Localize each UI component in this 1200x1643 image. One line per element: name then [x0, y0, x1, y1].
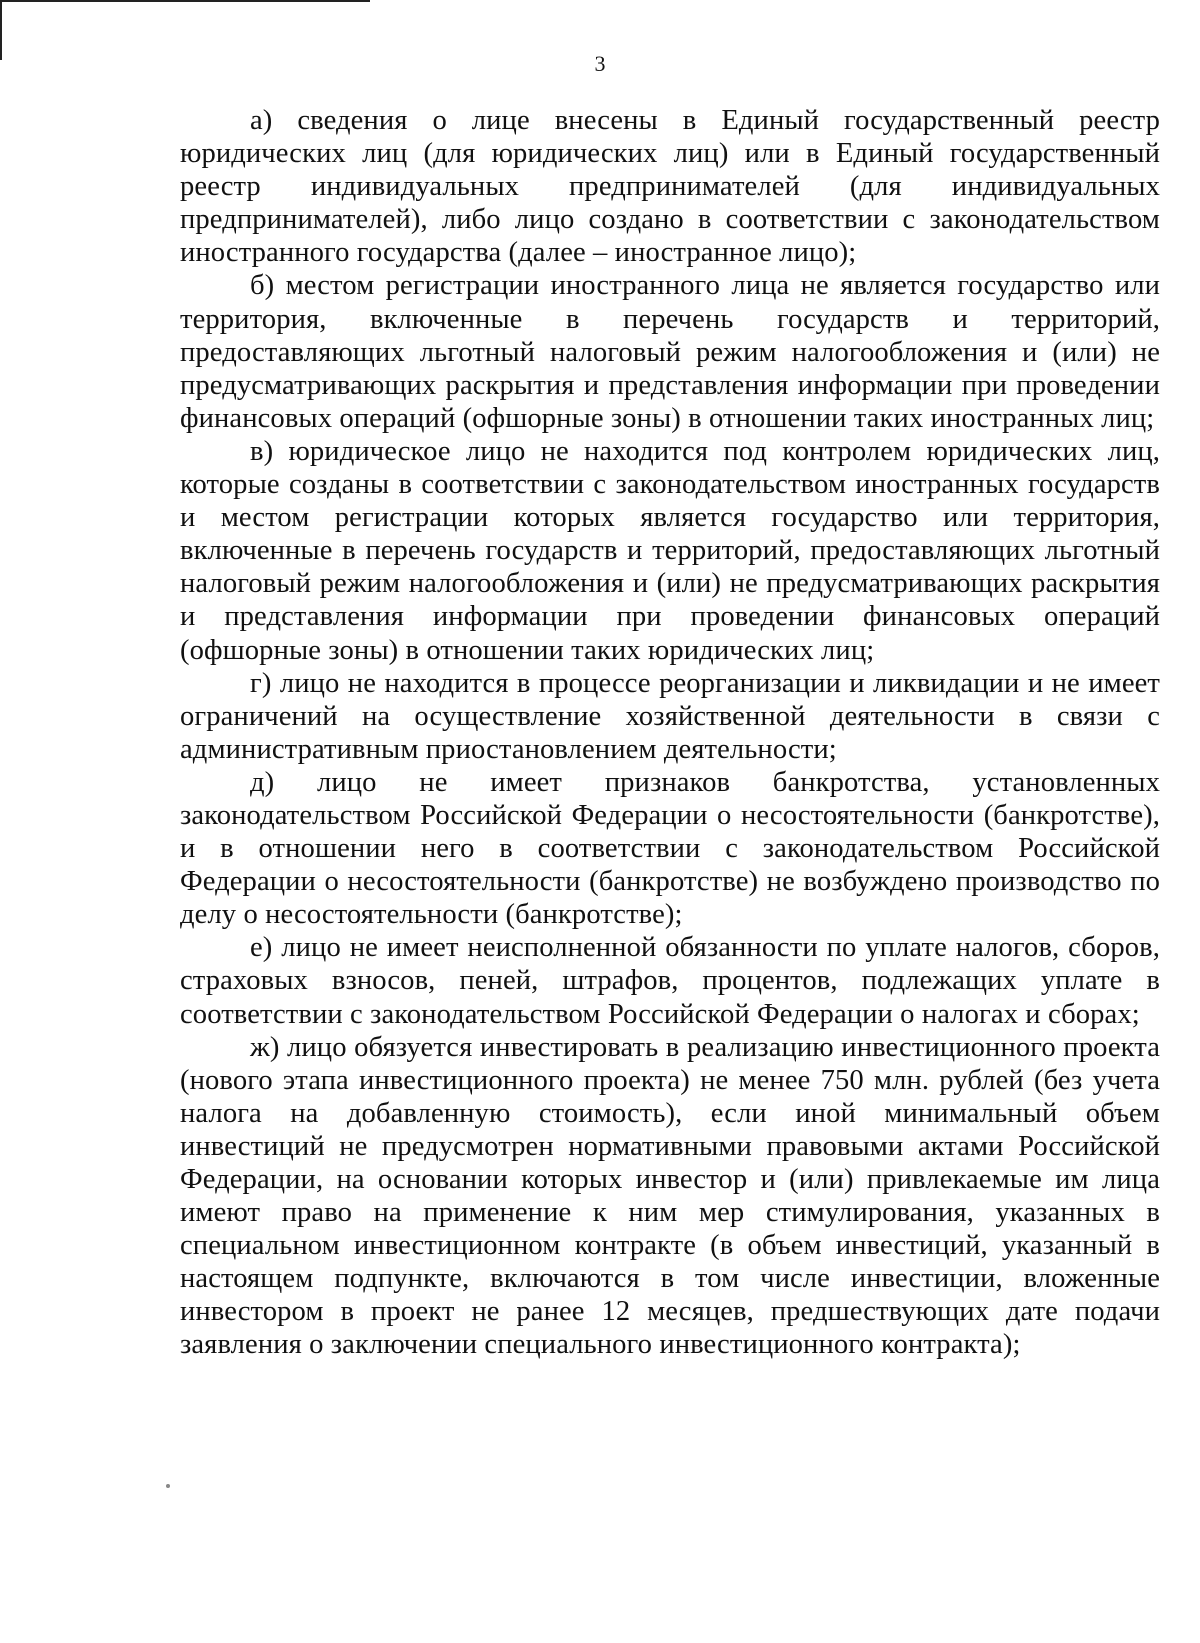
paragraph-b: б) местом регистрации иностранного лица не является государство или территория, включенные в перечень государств и территорий, предоставляющих льготный налоговый режим налогообложения и (или) не предусматривающих раскрытия и представления информации при проведении финансовых операций (офшорные зоны) в отношении таких иностранных лиц; — [180, 270, 1160, 434]
paragraph-zh: ж) лицо обязуется инвестировать в реализацию инвестиционного проекта (нового этапа инвестиционного проекта) не менее 750 млн. рублей (без учета налога на добавленную стоимость), если иной минимальный объем инвестиций не предусмотрен нормативными правовыми актами Российской Федерации, на основании которых инвестор и (или) привлекаемые им лица имеют право на применение к ним мер стимулирования, указанных в специальном инвестиционном контракте (в объем инвестиций, указанный в настоящем подпункте, включаются в том числе инвестиции, вложенные инвестором в проект не ранее 12 месяцев, предшествующих дате подачи заявления о заключении специального инвестиционного контракта); — [180, 1031, 1160, 1361]
scan-edge-left — [0, 0, 2, 60]
paragraph-v: в) юридическое лицо не находится под контролем юридических лиц, которые созданы в соответствии с законодательством иностранных государств и местом регистрации которых является государство или территория, включенные в перечень государств и территорий, предоставляющих льготный налоговый режим налогообложения и (или) не предусматривающих раскрытия и представления информации при проведении финансовых операций (офшорные зоны) в отношении таких юридических лиц; — [180, 435, 1160, 666]
paragraph-d: д) лицо не имеет признаков банкротства, установленных законодательством Российской Федерации о несостоятельности (банкротстве), и в отношении него в соответствии с законодательством Российской Федерации о несостоятельности (банкротстве) не возбуждено производство по делу о несостоятельности (банкротстве); — [180, 766, 1160, 931]
paragraph-g: г) лицо не находится в процессе реорганизации и ликвидации и не имеет ограничений на осуществление хозяйственной деятельности в связи с административным приостановлением деятельности; — [180, 667, 1160, 765]
body-text — [180, 104, 1160, 1362]
paragraph-e: е) лицо не имеет неисполненной обязанности по уплате налогов, сборов, страховых взносов, пеней, штрафов, процентов, подлежащих уплате в соответствии с законодательством Российской Федерации о налогах и сборах; — [180, 932, 1160, 1030]
scan-speck — [166, 1484, 170, 1488]
scan-edge-top — [0, 0, 370, 2]
paragraph-a: а) сведения о лице внесены в Единый государственный реестр юридических лиц (для юридических лиц) или в Единый государственный реестр индивидуальных предпринимателей (для индивидуальных предпринимателей), либо лицо создано в соответствии с законодательством иностранного государства (далее – иностранное лицо); — [180, 105, 1160, 269]
page-number: 3 — [594, 51, 606, 76]
